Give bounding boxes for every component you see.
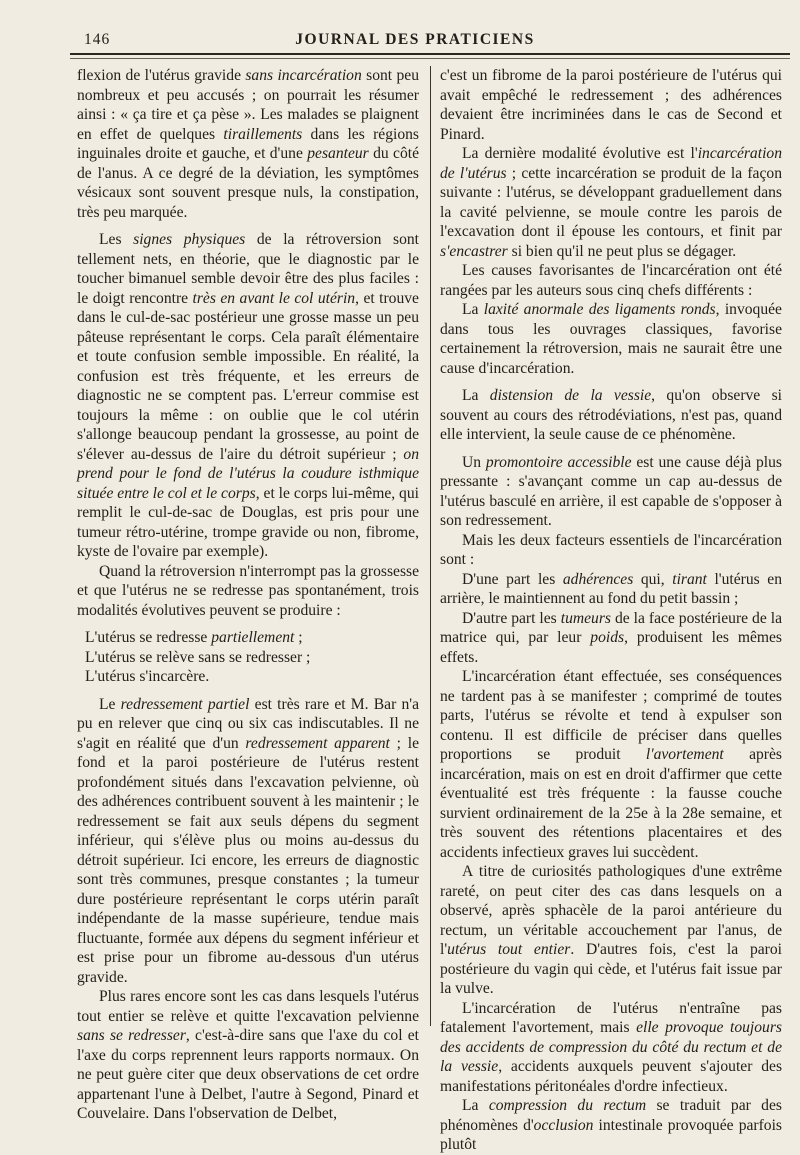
- text-run: ; cette incarcération se produit de la façon suivante : l'utérus, se développant graduellement dans la cavité pelvienne, se moule contre les parois de l'excavation dont il épouse les contours, et finit par: [440, 164, 782, 240]
- italic-text: sans incarcération: [245, 67, 362, 84]
- text-run: c'est un fibrome de la paroi postérieure de l'utérus qui avait empêché le redressement ; des adhérences devaient être incriminées dans le cas de Second et Pinard.: [440, 67, 782, 143]
- italic-text: incarcération de l'utérus: [440, 145, 782, 182]
- italic-text: adhérences: [562, 570, 634, 588]
- italic-text: très en avant le col utérin: [192, 289, 356, 307]
- text-run: La dernière modalité évolutive est l': [462, 145, 698, 162]
- paragraph: [440, 667, 782, 862]
- text-run: l'utérus en arrière, le maintiennent au fond du petit bassin ;: [440, 570, 782, 607]
- paragraph: [440, 999, 782, 1097]
- italic-text: sans se redresser: [77, 1027, 186, 1044]
- page-number: 146: [84, 31, 111, 48]
- text-run: intestinale provoquée parfois plutôt: [440, 1116, 782, 1153]
- paragraph: [440, 531, 782, 570]
- text-run: se traduit par des phénomènes d': [440, 1097, 782, 1134]
- paragraph: [440, 300, 782, 378]
- italic-text: signes physiques: [133, 231, 246, 248]
- italic-text: on prend pour le fond de l'utérus la coudure isthmique située entre le col et le corps: [77, 445, 419, 502]
- header-rule-thick: [70, 53, 790, 55]
- paragraph: [77, 667, 419, 687]
- paragraph: [440, 144, 782, 261]
- italic-text: tumeurs: [560, 609, 611, 627]
- paragraph: [440, 609, 782, 668]
- text-run: A titre de curiosités pathologiques d'une extrême rareté, on peut citer des cas dans lesquels on a observé, après sphacèle de la paroi antérieure du rectum, un véritable accouchement par l'anus, de l': [440, 863, 782, 958]
- text-run: L'utérus se relève sans se redresser ;: [85, 648, 311, 666]
- paragraph: [440, 1096, 782, 1155]
- running-header: [70, 28, 760, 50]
- text-run: dans les régions inguinales droite et gauche, et d'une: [77, 125, 419, 162]
- text-run: Mais les deux facteurs essentiels de l'incarcération sont :: [440, 531, 782, 568]
- italic-text: l'avortement: [645, 746, 724, 763]
- text-run: qui,: [633, 570, 673, 588]
- text-run: , et le corps lui-même, qui remplit le cul-de-sac de Douglas, est pris pour une tumeur rétro-utérine, trompe gravide ou non, fibrome, kyste de l'ovaire par exemple).: [77, 484, 419, 560]
- text-run: Plus rares encore sont les cas dans lesquels l'utérus tout entier se relève et quitte l'excavation pelvienne: [77, 988, 419, 1025]
- text-run: L'incarcération étant effectuée, ses conséquences ne tardent pas à se manifester ; comprimé de toutes parts, l'utérus se révolte et tend à expulser son contenu. Il est difficile de préciser dans quelles proportions se produit: [440, 668, 782, 763]
- italic-text: pesanteur: [307, 145, 369, 162]
- paragraph: [440, 261, 782, 300]
- text-run: si bien qu'il ne peut plus se dégager.: [507, 242, 737, 260]
- italic-text: tirant: [672, 570, 707, 588]
- text-run: Quand la rétroversion n'interrompt pas la grossesse et que l'utérus ne se redresse pas spontanément, trois modalités évolutives peuvent se produire :: [77, 562, 419, 619]
- paragraph: [77, 648, 419, 668]
- paragraph: [440, 570, 782, 609]
- italic-text: distension de la vessie: [489, 387, 652, 404]
- paragraph: [77, 628, 419, 648]
- text-run: de la face postérieure de la matrice qui, par leur: [440, 609, 782, 646]
- paragraph: [440, 862, 782, 999]
- italic-text: partiellement: [211, 629, 295, 646]
- header-rule-thin: [70, 58, 790, 59]
- text-run: , qu'on observe si souvent au cours des rétrodéviations, n'est pas, quand elle intervient, la seule cause de ce phénomène.: [440, 387, 782, 443]
- right-column: [440, 66, 782, 1155]
- text-run: . D'autres fois, c'est la paroi postérieure du vagin qui cède, et l'utérus fait issue par la vulve.: [440, 941, 782, 997]
- paragraph: [440, 66, 782, 144]
- italic-text: elle provoque toujours des accidents de compression du côté du rectum et de la vessie: [440, 1019, 782, 1075]
- paragraph: [77, 66, 419, 222]
- text-run: Les: [99, 231, 134, 248]
- text-run: La: [462, 387, 490, 404]
- text-run: La: [462, 301, 484, 318]
- italic-text: tiraillements: [223, 125, 303, 143]
- paragraph: [77, 695, 419, 988]
- italic-text: compression du rectum: [488, 1097, 647, 1114]
- text-run: Un: [462, 453, 486, 471]
- left-column: [77, 66, 419, 1124]
- text-run: L'utérus s'incarcère.: [85, 668, 210, 685]
- text-run: L'utérus se redresse: [85, 629, 212, 646]
- text-run: , invoquée dans tous les ouvrages classiques, favorise certainement la rétroversion, mais ne saurait être une cause d'incarcération.: [440, 301, 782, 377]
- paragraph: [77, 230, 419, 562]
- column-divider: [430, 66, 431, 1026]
- italic-text: occlusion: [533, 1116, 594, 1134]
- text-run: est très rare et M. Bar n'a pu en relever que cinq ou six cas indiscutables. Il ne s'agit en réalité que d'un: [77, 695, 419, 752]
- text-run: est une cause déjà plus pressante : s'avançant comme un cap au-dessus de l'utérus basculé en arrière, il est capable de s'opposer à son redressement.: [440, 453, 782, 529]
- text-run: D'autre part les: [462, 609, 561, 627]
- paragraph: [440, 386, 782, 445]
- italic-text: promontoire accessible: [485, 453, 632, 471]
- text-run: , accidents auxquels peuvent s'ajouter des manifestations péritonéales d'ordre infectieux.: [440, 1058, 783, 1095]
- text-run: L'incarcération de l'utérus n'entraîne pas fatalement l'avortement, mais: [440, 999, 782, 1036]
- italic-text: poids: [590, 629, 625, 646]
- paragraph: [77, 562, 419, 621]
- italic-text: redressement partiel: [120, 695, 250, 713]
- paragraph: [440, 453, 782, 531]
- text-run: ; le fond et la paroi postérieure de l'utérus restent profondément situés dans l'excavation pelvienne, où des adhérences contribuent souvent à les maintenir ; le redressement se fait aux seuls dépens du segment inférieur, qui s'élève plus ou moins au-dessus du détroit supérieur. Ici encore, les erreurs de diagnostic sont très communes, presque constantes ; la tumeur dure postérieure représentant le corps utérin paraît indépendante de la masse supérieure, tendue mais fluctuante, formée aux dépens du segment inférieur et est prise pour un fibrome au-dessous d'un utérus gravide.: [77, 734, 420, 986]
- text-run: D'une part les: [462, 570, 563, 588]
- italic-text: utérus tout entier: [447, 941, 571, 958]
- text-run: , c'est-à-dire sans que l'axe du col et l'axe du corps reprennent leurs rapports normaux. On ne peut guère citer que deux observations de cet ordre appartenant l'une à Delbet, l'autre à Segond, Pinard et Couvelaire. Dans l'observation de Delbet,: [77, 1027, 419, 1122]
- journal-title: JOURNAL DES PRATICIENS: [295, 31, 535, 48]
- text-run: de la rétroversion sont tellement nets, en théorie, que le diagnostic par le toucher bimanuel semble devoir être des plus faciles : le doigt rencontre: [77, 231, 420, 307]
- text-run: ;: [294, 629, 303, 646]
- text-run: Le: [99, 695, 121, 713]
- text-run: , produisent les mêmes effets.: [440, 629, 782, 666]
- italic-text: laxité anormale des ligaments ronds: [483, 301, 716, 318]
- text-run: , et trouve dans le cul-de-sac postérieur une grosse masse un peu pâteuse représentant le corps. Cela paraît élémentaire et toute confusion semble impossible. En réalité, la confusion est très fréquente, et les erreurs de diagnostic ne se comptent pas. L'erreur commise est toujours la même : on oublie que le col utérin s'allonge beaucoup pendant la grossesse, au point de s'élever au-dessus de l'aire du détroit supérieur ;: [77, 289, 419, 463]
- italic-text: redressement apparent: [245, 734, 390, 752]
- text-run: après incarcération, mais on est en droit d'affirmer que cette éventualité est très fréquente : la fausse couche survient ordinairement de la 25e à la 28e semaine, et très souvent des rétentions placentaires et des accidents infectieux graves lui succèdent.: [440, 746, 782, 861]
- text-run: du côté de l'anus. A ce degré de la déviation, les symptômes vésicaux sont souvent presque nuls, la constipation, très peu marquée.: [77, 145, 419, 221]
- text-run: sont peu nombreux et peu accusés ; on pourrait les résumer ainsi : « ça tire et ça pèse ». Les malades se plaignent en effet de quelques: [77, 67, 420, 143]
- text-run: Les causes favorisantes de l'incarcération ont été rangées par les auteurs sous cinq chefs différents :: [440, 262, 782, 299]
- italic-text: s'encastrer: [440, 242, 508, 260]
- paragraph: [77, 987, 419, 1124]
- text-run: flexion de l'utérus gravide: [77, 67, 246, 84]
- text-run: La: [462, 1097, 489, 1114]
